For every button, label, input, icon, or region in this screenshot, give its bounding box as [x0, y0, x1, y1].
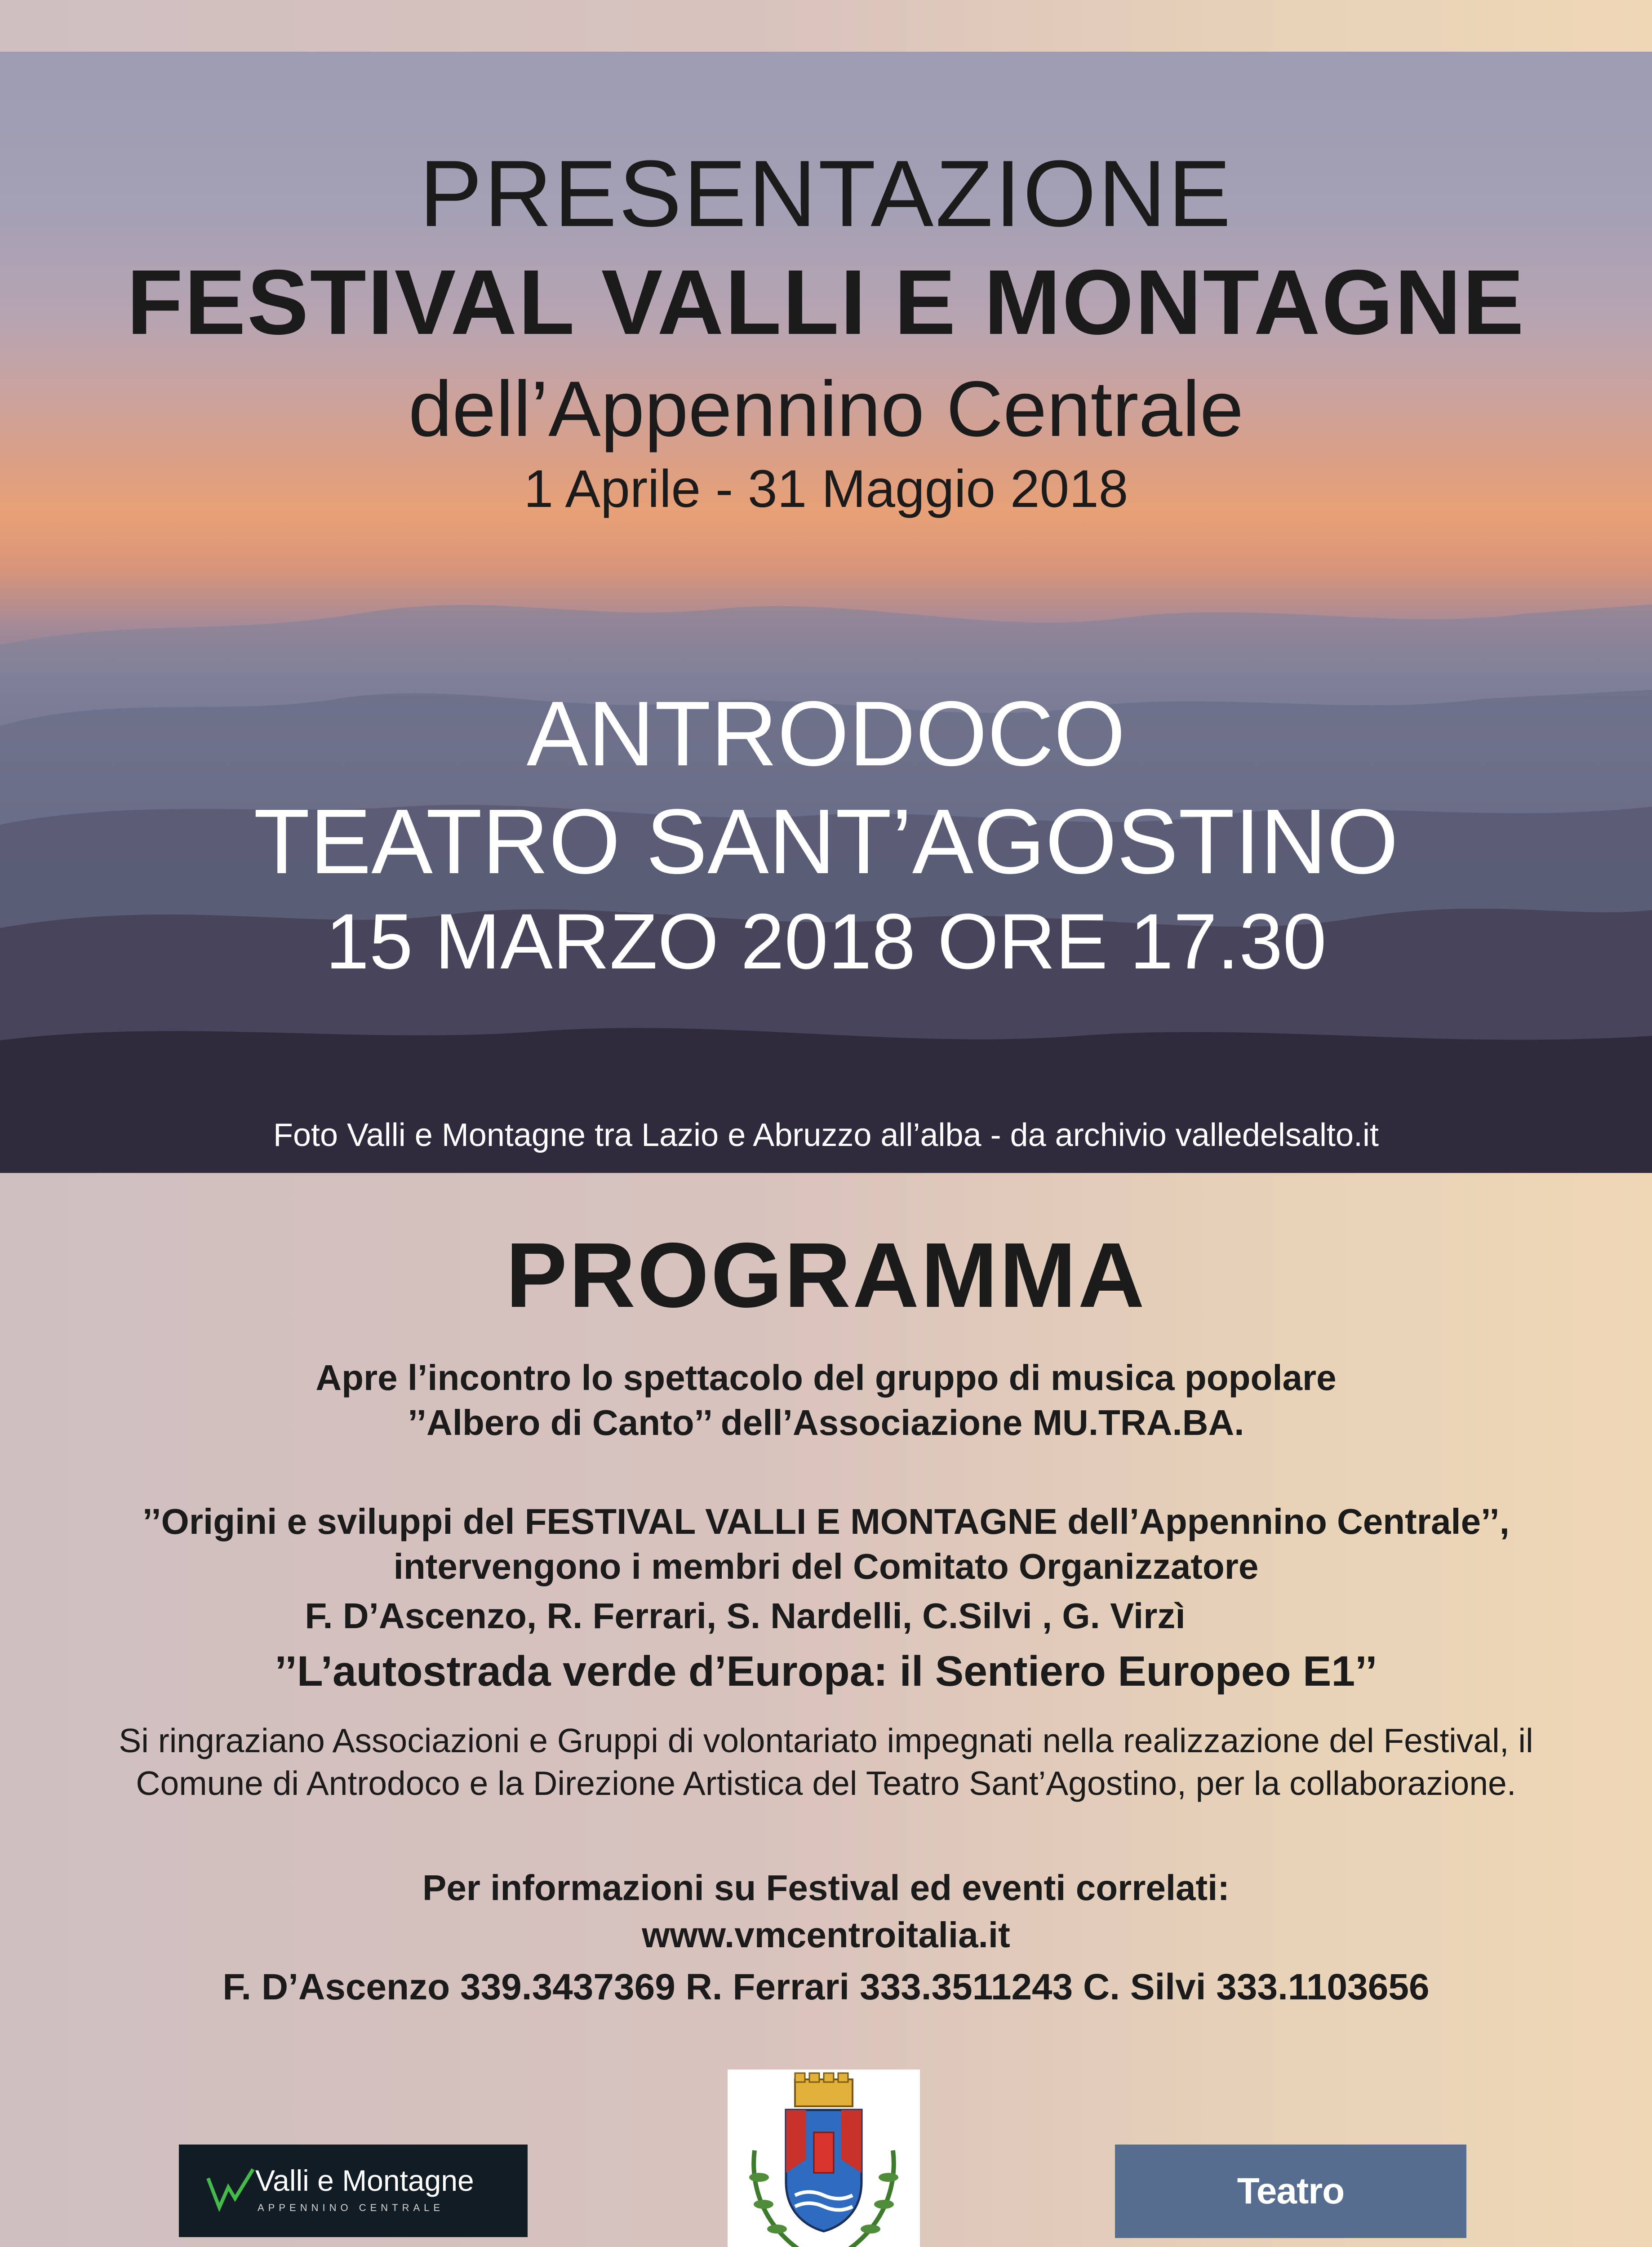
photo-credit: Foto Valli e Montagne tra Lazio e Abruzzo all’alba - da archivio valledelsalto.it: [273, 1117, 1379, 1153]
headline-festival: FESTIVAL VALLI E MONTAGNE: [126, 251, 1526, 354]
thanks-line-1: Si ringraziano Associazioni e Gruppi di volontariato impegnati nella realizzazione del Festival, il: [119, 1722, 1533, 1759]
vm-logo-subtitle: APPENNINO CENTRALE: [258, 2202, 444, 2213]
talk-line-2: intervengono i membri del Comitato Organizzatore: [393, 1546, 1259, 1586]
event-datetime: 15 MARZO 2018 ORE 17.30: [325, 898, 1327, 986]
thanks-line-2: Comune di Antrodoco e la Direzione Artistica del Teatro Sant’Agostino, per la collaborazione.: [136, 1764, 1516, 1802]
talk-line-1: ’’Origini e sviluppi del FESTIVAL VALLI E MONTAGNE dell’Appennino Centrale’’,: [142, 1501, 1510, 1541]
teatro-logo: Teatro: [1115, 2145, 1466, 2238]
headline-presentazione: PRESENTAZIONE: [419, 141, 1233, 246]
info-title: Per informazioni su Festival ed eventi correlati:: [422, 1868, 1230, 1908]
hero-photo: [0, 52, 1652, 1173]
event-town: ANTRODOCO: [526, 682, 1126, 785]
speakers-line: F. D’Ascenzo, R. Ferrari, S. Nardelli, C.Silvi , G. Virzì: [305, 1596, 1186, 1636]
opening-line-2: ’’Albero di Canto’’ dell’Associazione MU.TRA.BA.: [408, 1403, 1244, 1443]
vm-logo-name: Valli e Montagne: [255, 2164, 474, 2197]
antrodoco-crest: [728, 2069, 920, 2247]
opening-line-1: Apre l’incontro lo spettacolo del gruppo di musica popolare: [315, 1358, 1337, 1398]
program-title: PROGRAMMA: [506, 1224, 1146, 1327]
website-link[interactable]: www.vmcentroitalia.it: [642, 1915, 1010, 1955]
festival-dates: 1 Aprile - 31 Maggio 2018: [524, 459, 1128, 519]
mountain-wave-icon: [206, 2163, 255, 2212]
valli-montagne-logo: [179, 2145, 528, 2237]
event-venue: TEATRO SANT’AGOSTINO: [253, 790, 1399, 893]
headline-subtitle: dell’Appennino Centrale: [408, 365, 1244, 453]
contacts-line: F. D’Ascenzo 339.3437369 R. Ferrari 333.3511243 C. Silvi 333.1103656: [222, 1967, 1430, 2007]
coat-of-arms-icon: [728, 2069, 920, 2247]
talk-line-3: ’’L’autostrada verde d’Europa: il Sentiero Europeo E1’’: [275, 1648, 1377, 1695]
